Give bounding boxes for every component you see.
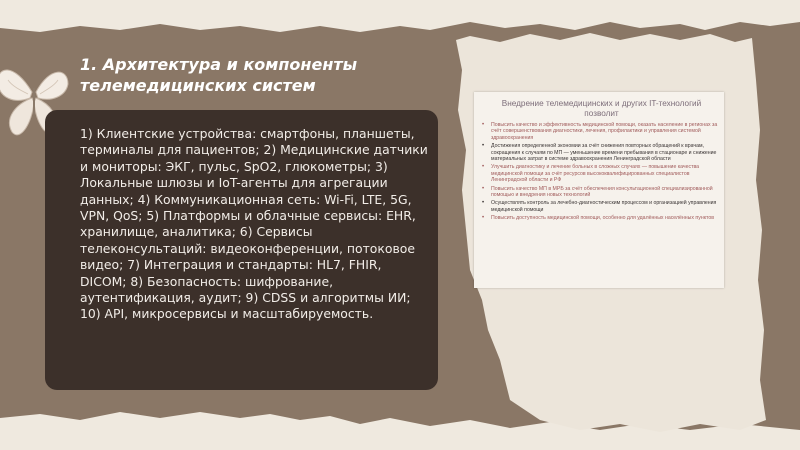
document-list-item: • Повысить доступность медицинской помощи, особенно для удалённых населённых пунктов — [482, 215, 714, 222]
bullet-icon: • — [482, 215, 485, 222]
bullet-icon: • — [482, 122, 485, 128]
document-list — [482, 122, 720, 224]
content-body-text: 1) Клиентские устройства: смартфоны, планшеты, терминалы для пациентов; 2) Медицинские датчики и мониторы: ЭКГ, пульс, SpO2, глюкометры; 3) Локальные шлюзы и IoT-агенты для агрегации данных; 4) Коммуникационная сеть: Wi-Fi, LTE, 5G, VPN, QoS; 5) Платформы и облачные сервисы: EHR, хранилище, аналитика; 6) Сервисы телеконсультаций: видеоконференции, потоковое видео; 7) Интеграция и стандарты: HL7, FHIR, DICOM; 8) Безопасность: шифрование, аутентификация, аудит; 9) CDSS и алгоритмы ИИ; 10) API, микросервисы и масштабируемость. — [80, 126, 428, 322]
bullet-icon: • — [482, 164, 485, 171]
document-heading: Внедрение телемедицинских и других IT-технологий позволит — [501, 99, 702, 118]
slide-title-line-1: 1. Архитектура и компоненты — [80, 55, 358, 74]
bullet-icon: • — [482, 143, 485, 150]
document-list-item: • Повысить качество МП в МРБ за счёт обеспечения консультационной специализированной помощью и внедрения новых технологий — [482, 185, 713, 199]
document-list-item: • Улучшить диагностику и лечение больных в сложных случаях — повышение качества медицинской помощи за счёт ресурсов высококвалифицированных специалистов Ленинградской области и РФ — [482, 164, 700, 184]
torn-paper-top — [0, 0, 800, 32]
bullet-icon: • — [482, 185, 485, 192]
document-list-item: • Осуществлять контроль за лечебно-диагностическим процессом и организацией управления медицинской помощи — [482, 200, 717, 213]
slide-title-line-2: телемедицинских систем — [80, 76, 316, 95]
document-list-item: • Повысить качество и эффективность медицинской помощи, оказать население в регионах за счёт совершенствования диагностики, лечения, профилактики и управления системой здравоохранения — [482, 122, 718, 141]
document-list-item: • Достижения определенной экономии за счёт снижения повторных обращений к врачам, сокращения к случаям по МП — уменьшение времени пребывания в стационаре и снижение материальных затрат в системе здравоохранения Ленинградской области — [482, 143, 717, 163]
slide-title — [80, 54, 420, 96]
bullet-icon: • — [482, 200, 485, 207]
document-image — [474, 92, 724, 288]
